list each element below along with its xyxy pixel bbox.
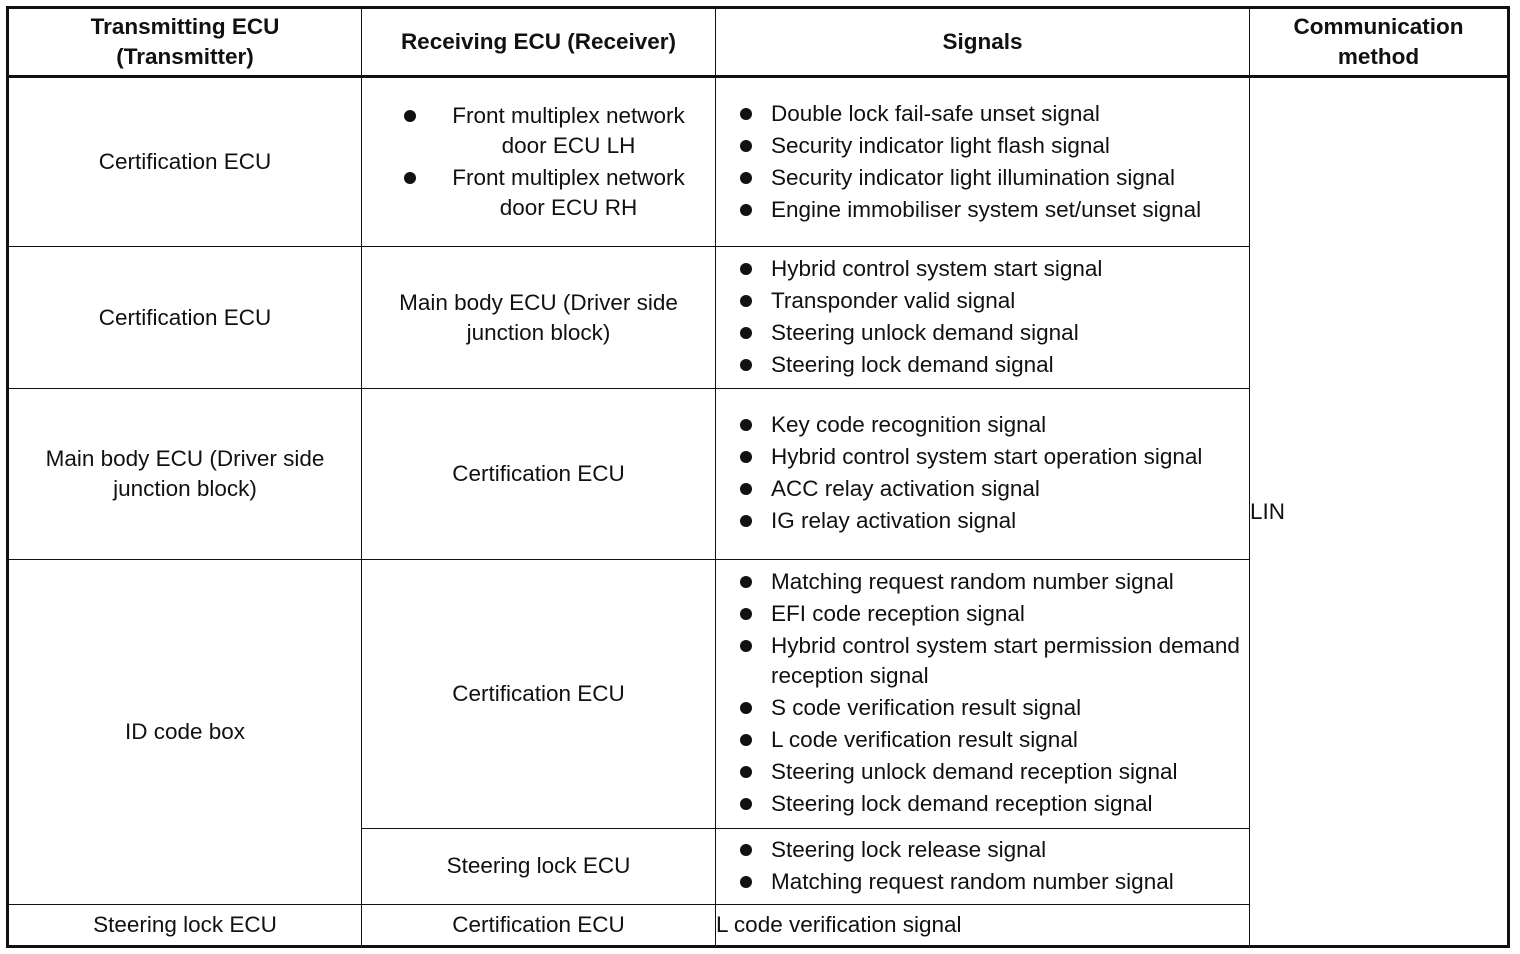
table-row [8, 77, 1509, 247]
signal-item: Matching request random number signal [716, 567, 1249, 597]
receiver-cell: Certification ECU [362, 388, 716, 559]
header-method: Communication method [1250, 8, 1509, 77]
header-receiver: Receiving ECU (Receiver) [362, 8, 716, 77]
receiver-cell: Steering lock ECU [362, 828, 716, 904]
signal-item: Steering lock release signal [716, 835, 1249, 865]
ecu-communication-table [6, 6, 1510, 948]
transmitter-cell: Certification ECU [8, 247, 362, 388]
signal-item: Transponder valid signal [716, 286, 1249, 316]
transmitter-cell: ID code box [8, 560, 362, 905]
signal-item: Steering unlock demand reception signal [716, 757, 1249, 787]
signals-cell [716, 388, 1250, 559]
signal-item: Double lock fail-safe unset signal [716, 99, 1249, 129]
signal-item: Steering lock demand reception signal [716, 789, 1249, 819]
signal-item: Hybrid control system start operation signal [716, 442, 1249, 472]
signals-cell [716, 828, 1250, 904]
signal-item: EFI code reception signal [716, 599, 1249, 629]
transmitter-cell: Main body ECU (Driver side junction block) [8, 388, 362, 559]
signal-item: Steering lock demand signal [716, 350, 1249, 380]
signal-item: Matching request random number signal [716, 867, 1249, 897]
header-signals: Signals [716, 8, 1250, 77]
receiver-item: Front multiplex network door ECU RH [362, 163, 715, 223]
signals-cell [716, 247, 1250, 388]
signal-item: S code verification result signal [716, 693, 1249, 723]
signal-item: Security indicator light flash signal [716, 131, 1249, 161]
signal-item: Key code recognition signal [716, 410, 1249, 440]
method-cell: LIN [1250, 77, 1509, 947]
signal-item: Engine immobiliser system set/unset signal [716, 195, 1249, 225]
signals-cell [716, 560, 1250, 829]
signals-cell [716, 77, 1250, 247]
header-row [8, 8, 1509, 77]
signal-item: Hybrid control system start permission demand reception signal [716, 631, 1249, 691]
signal-item: Security indicator light illumination signal [716, 163, 1249, 193]
receiver-item: Front multiplex network door ECU LH [362, 101, 715, 161]
signal-item: ACC relay activation signal [716, 474, 1249, 504]
receiver-cell: Certification ECU [362, 560, 716, 829]
header-transmitter: Transmitting ECU (Transmitter) [8, 8, 362, 77]
signal-item: Hybrid control system start signal [716, 254, 1249, 284]
receiver-cell: Main body ECU (Driver side junction block) [362, 247, 716, 388]
signal-item: L code verification result signal [716, 725, 1249, 755]
signal-item: Steering unlock demand signal [716, 318, 1249, 348]
transmitter-cell: Steering lock ECU [8, 904, 362, 946]
transmitter-cell: Certification ECU [8, 77, 362, 247]
signal-item: IG relay activation signal [716, 506, 1249, 536]
signals-cell: L code verification signal [716, 904, 1250, 946]
receiver-cell: Certification ECU [362, 904, 716, 946]
receiver-cell [362, 77, 716, 247]
